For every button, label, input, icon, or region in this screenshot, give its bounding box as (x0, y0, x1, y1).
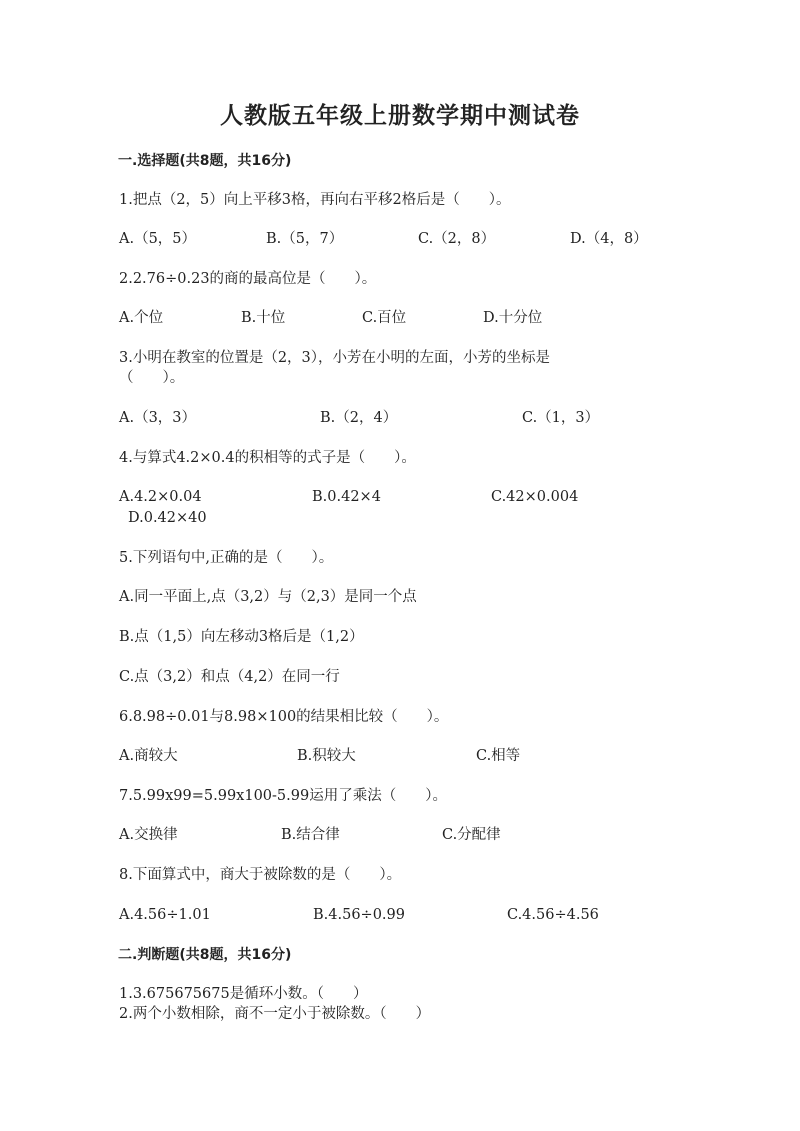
question-option: A.4.2×0.04 (119, 489, 202, 505)
question-stem: 1.把点（2，5）向上平移3格，再向右平移2格后是（ ）。 (119, 192, 511, 208)
question-stem: 5.下列语句中,正确的是（ ）。 (119, 550, 334, 566)
judgement-question: 1.3.675675675是循环小数。（ ） (119, 986, 368, 1002)
question-stem: 7.5.99x99=5.99x100-5.99运用了乘法（ ）。 (119, 788, 447, 804)
question-stem: 4.与算式4.2×0.4的积相等的式子是（ ）。 (119, 450, 416, 466)
question-option: C.42×0.004 (491, 489, 579, 505)
question-option: B.4.56÷0.99 (313, 907, 405, 923)
question-option: B.（2，4） (320, 410, 398, 426)
question-option: C.（1，3） (522, 410, 600, 426)
question-option: C.相等 (476, 748, 521, 764)
question-option: B.点（1,5）向左移动3格后是（1,2） (119, 629, 364, 645)
question-option: D.十分位 (483, 310, 543, 326)
question-option: A.商较大 (119, 748, 178, 764)
question-option: B.0.42×4 (312, 489, 381, 505)
question-option: B.积较大 (297, 748, 356, 764)
question-stem: 2.2.76÷0.23的商的最高位是（ ）。 (119, 271, 377, 287)
question-option: A.个位 (119, 310, 164, 326)
question-stem: 8.下面算式中，商大于被除数的是（ ）。 (119, 867, 402, 883)
question-option: A.（3，3） (119, 410, 197, 426)
section-heading-judgement: 二.判断题(共8题，共16分) (118, 947, 292, 963)
question-option: B.十位 (241, 310, 286, 326)
question-option: B.（5，7） (266, 231, 344, 247)
question-option: C.分配律 (442, 827, 501, 843)
question-option: C.点（3,2）和点（4,2）在同一行 (119, 669, 340, 685)
question-option: A.交换律 (119, 827, 178, 843)
section-heading-choice: 一.选择题(共8题，共16分) (118, 153, 292, 169)
judgement-question: 2.两个小数相除，商不一定小于被除数。（ ） (119, 1006, 431, 1022)
question-stem: 3.小明在教室的位置是（2，3），小芳在小明的左面，小芳的坐标是 (119, 350, 551, 366)
page-title: 人教版五年级上册数学期中测试卷 (220, 102, 580, 129)
question-option: C.4.56÷4.56 (507, 907, 599, 923)
question-option: A.同一平面上,点（3,2）与（2,3）是同一个点 (119, 589, 417, 605)
question-option: C.百位 (362, 310, 407, 326)
question-option: D.（4，8） (570, 231, 648, 247)
question-stem-continued: （ ）。 (119, 370, 185, 386)
question-option: A.4.56÷1.01 (119, 907, 211, 923)
question-option: C.（2，8） (418, 231, 496, 247)
question-option: A.（5，5） (119, 231, 197, 247)
question-option: B.结合律 (281, 827, 340, 843)
question-option: D.0.42×40 (128, 510, 207, 526)
question-stem: 6.8.98÷0.01与8.98×100的结果相比较（ ）。 (119, 709, 449, 725)
